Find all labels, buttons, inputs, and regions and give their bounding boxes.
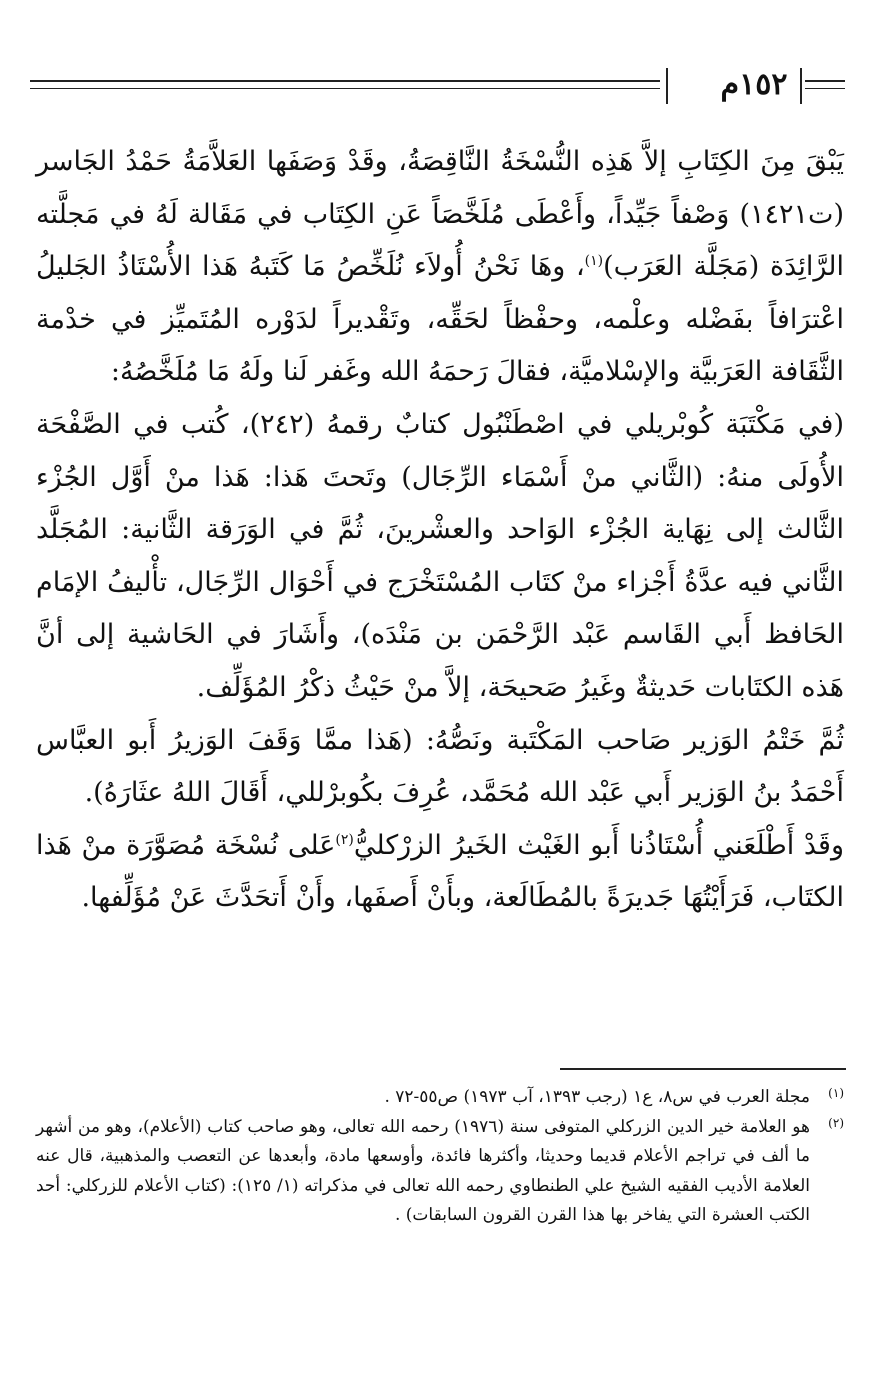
header-rule-left-bottom: [30, 88, 660, 89]
page-number: ١٥٢م: [720, 67, 788, 102]
body-text: [36, 136, 844, 925]
paragraph-2: (في مَكْتَبَة كُوبْريلي في اصْطَنْبُول كتابٌ رقمهُ (٢٤٢)، كُتب في الصَّفْحَة الأُولَى منهُ: (الثَّاني منْ أَسْمَاء الرِّجَال) وتَحتَ هَذا: هَذا منْ أَوَّل الجُزْء الثَّالث إلى نِهَاية الجُزْء الوَاحد والعشْرينَ، ثُمَّ في الوَرَقة الثَّانية: المُجَلَّد الثَّاني فيه عدَّةُ أَجْزاء منْ كتَاب المُسْتَخْرَج في أَحْوَال الرِّجَال، تأْليفُ الإمَام الحَافظ أَبي القَاسم عَبْد الرَّحْمَن بن مَنْدَه)، وأَشَارَ في الحَاشية إلى أنَّ هَذه الكتَابات حَديثةٌ وغَيرُ صَحيحَة، إلاَّ منْ حَيْثُ ذكْرُ المُؤَلِّف.: [36, 408, 845, 703]
header-rule-left-top: [30, 80, 660, 82]
paragraph-1: [36, 136, 844, 399]
paragraph-1-text: يَبْقَ مِنَ الكِتَابِ إلاَّ هَذِه النُّسْخَةُ النَّاقِصَةُ، وقَدْ وَصَفَها العَلاَّمَةُ حَمْدُ الجَاسر (ت١٤٢١) وَصْفاً جَيِّداً، وأَعْطَى مُلَخَّصَاً عَنِ الكِتَاب في مَقَالة لَهُ في مَجلَّته الرَّائِدَة (مَجَلَّة العَرَب): [36, 146, 844, 283]
footnote-2: [36, 1113, 844, 1231]
paragraph-4-text: وقَدْ أَطْلَعَني أُسْتَاذُنا أَبو الغَيْث الخَيرُ الزرْكليُّ: [353, 829, 845, 861]
paragraph-1-text-cont: ، وهَا نَحْنُ أُولاَء نُلَخِّصُ مَا كَتَبهُ هَذا الأُسْتَاذُ الجَليلُ اعْترَافاً بفَضْله وعلْمه، وحفْظاً لحَقِّه، وتَقْديراً لدَوْره المُتَميِّز في خدْمة الثَّقَافة العَرَبيَّة والإسْلاميَّة، فقالَ رَحمَهُ الله وغَفر لَنا ولَهُ مَا مُلَخَّصُهُ:: [36, 251, 844, 388]
header-separator-right: [800, 68, 802, 104]
paragraph-3: ثُمَّ خَتْمُ الوَزير صَاحب المَكْتَبة ونَصُّهُ: (هَذا ممَّا وَقَفَ الوَزيرُ أَبو العبَّاس أَحْمَدُ بنُ الوَزير أَبي عَبْد الله مُحَمَّد، عُرِفَ بكُوبرْللي، أَقَالَ اللهُ عثَارَهُ).: [36, 724, 844, 809]
footnote-ref-1: (١): [584, 253, 604, 270]
footnote-ref-2: (٢): [335, 831, 354, 848]
footnote-separator: [560, 1068, 846, 1070]
running-header: [30, 58, 845, 114]
footnote-1-number: (١): [828, 1086, 844, 1100]
footnote-2-number: (٢): [828, 1115, 844, 1130]
header-separator-left: [666, 68, 668, 104]
footnotes: [36, 1083, 844, 1231]
paragraph-4-text-cont: عَلى نُسْخَة مُصَوَّرَة منْ هَذا الكتَاب، فَرَأَيْتُهَا جَديرَةً بالمُطَالَعة، وبأَنْ أَصفَها، وأَنْ أَتحَدَّثَ عَنْ مُؤَلِّفها.: [36, 829, 844, 914]
footnote-1: [36, 1083, 844, 1113]
footnote-1-text: مجلة العرب في س٨، ع١ (رجب ١٣٩٣، آب ١٩٧٣) ص٥٥-٧٢ .: [384, 1087, 810, 1107]
header-rule-right-top: [805, 80, 845, 82]
paragraph-4: [36, 820, 844, 925]
header-rule-right-bottom: [805, 88, 845, 89]
footnote-2-text: هو العلامة خير الدين الزركلي المتوفى سنة (١٩٧٦) رحمه الله تعالى، وهو صاحب كتاب (الأعلام)، وهو من أشهر ما ألف في تراجم الأعلام قديما وحديثا، وأكثرها فائدة، وأوسعها مادة، وأبعدها عن التعصب والمذهبية، قال عنه العلامة الأديب الفقيه الشيخ علي الطنطاوي رحمه الله تعالى في مذكراته (١/ ١٢٥): (كتاب الأعلام للزركلي: أحد الكتب العشرة التي يفاخر بها هذا القرن القرون السابقات) .: [36, 1116, 811, 1225]
